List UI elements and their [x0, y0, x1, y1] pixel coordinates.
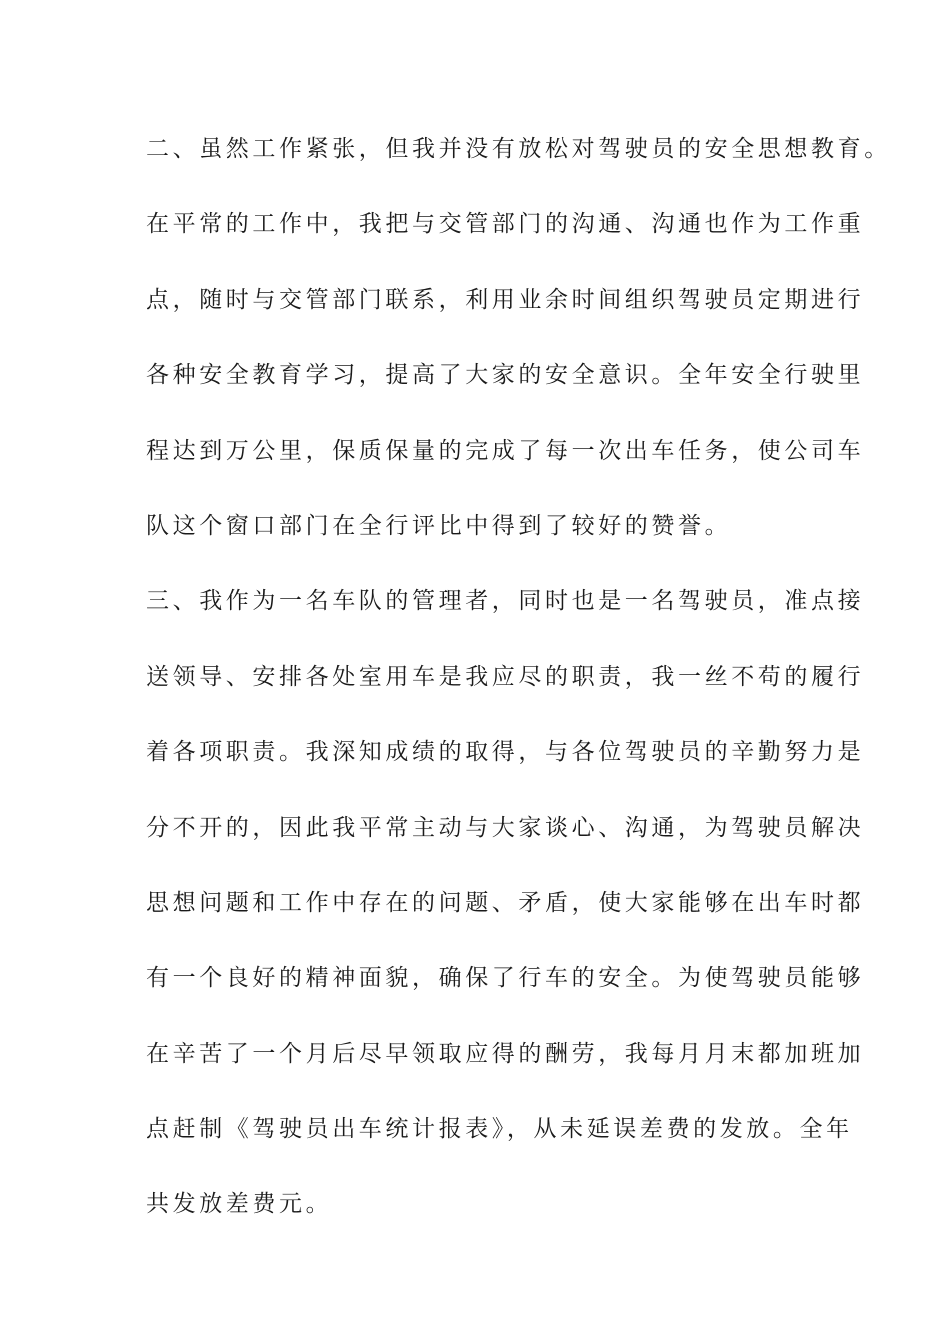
text-line-11: 思想问题和工作中存在的问题、矛盾，使大家能够在出车时都 — [146, 889, 865, 916]
text-line-9: 着各项职责。我深知成绩的取得，与各位驾驶员的辛勤努力是 — [146, 739, 865, 766]
text-line-13: 在辛苦了一个月后尽早领取应得的酬劳，我每月月末都加班加 — [146, 1040, 865, 1067]
text-line-3: 点，随时与交管部门联系，利用业余时间组织驾驶员定期进行 — [146, 286, 865, 313]
text-line-2: 在平常的工作中，我把与交管部门的沟通、沟通也作为工作重 — [146, 211, 865, 238]
text-line-7: 三、我作为一名车队的管理者，同时也是一名驾驶员，准点接 — [146, 588, 865, 615]
text-line-6: 队这个窗口部门在全行评比中得到了较好的赞誉。 — [146, 512, 732, 539]
text-line-10: 分不开的，因此我平常主动与大家谈心、沟通，为驾驶员解决 — [146, 814, 865, 841]
text-line-15: 共发放差费元。 — [146, 1191, 333, 1218]
text-line-4: 各种安全教育学习，提高了大家的安全意识。全年安全行驶里 — [146, 362, 865, 389]
text-line-5: 程达到万公里，保质保量的完成了每一次出车任务，使公司车 — [146, 437, 865, 464]
text-line-8: 送领导、安排各处室用车是我应尽的职责，我一丝不苟的履行 — [146, 663, 865, 690]
text-line-12: 有一个良好的精神面貌，确保了行车的安全。为使驾驶员能够 — [146, 965, 865, 992]
text-line-1: 二、虽然工作紧张，但我并没有放松对驾驶员的安全思想教育。 — [146, 136, 891, 162]
document-body — [146, 131, 891, 1262]
text-line-14: 点赶制《驾驶员出车统计报表》，从未延误差费的发放。全年 — [146, 1116, 853, 1143]
